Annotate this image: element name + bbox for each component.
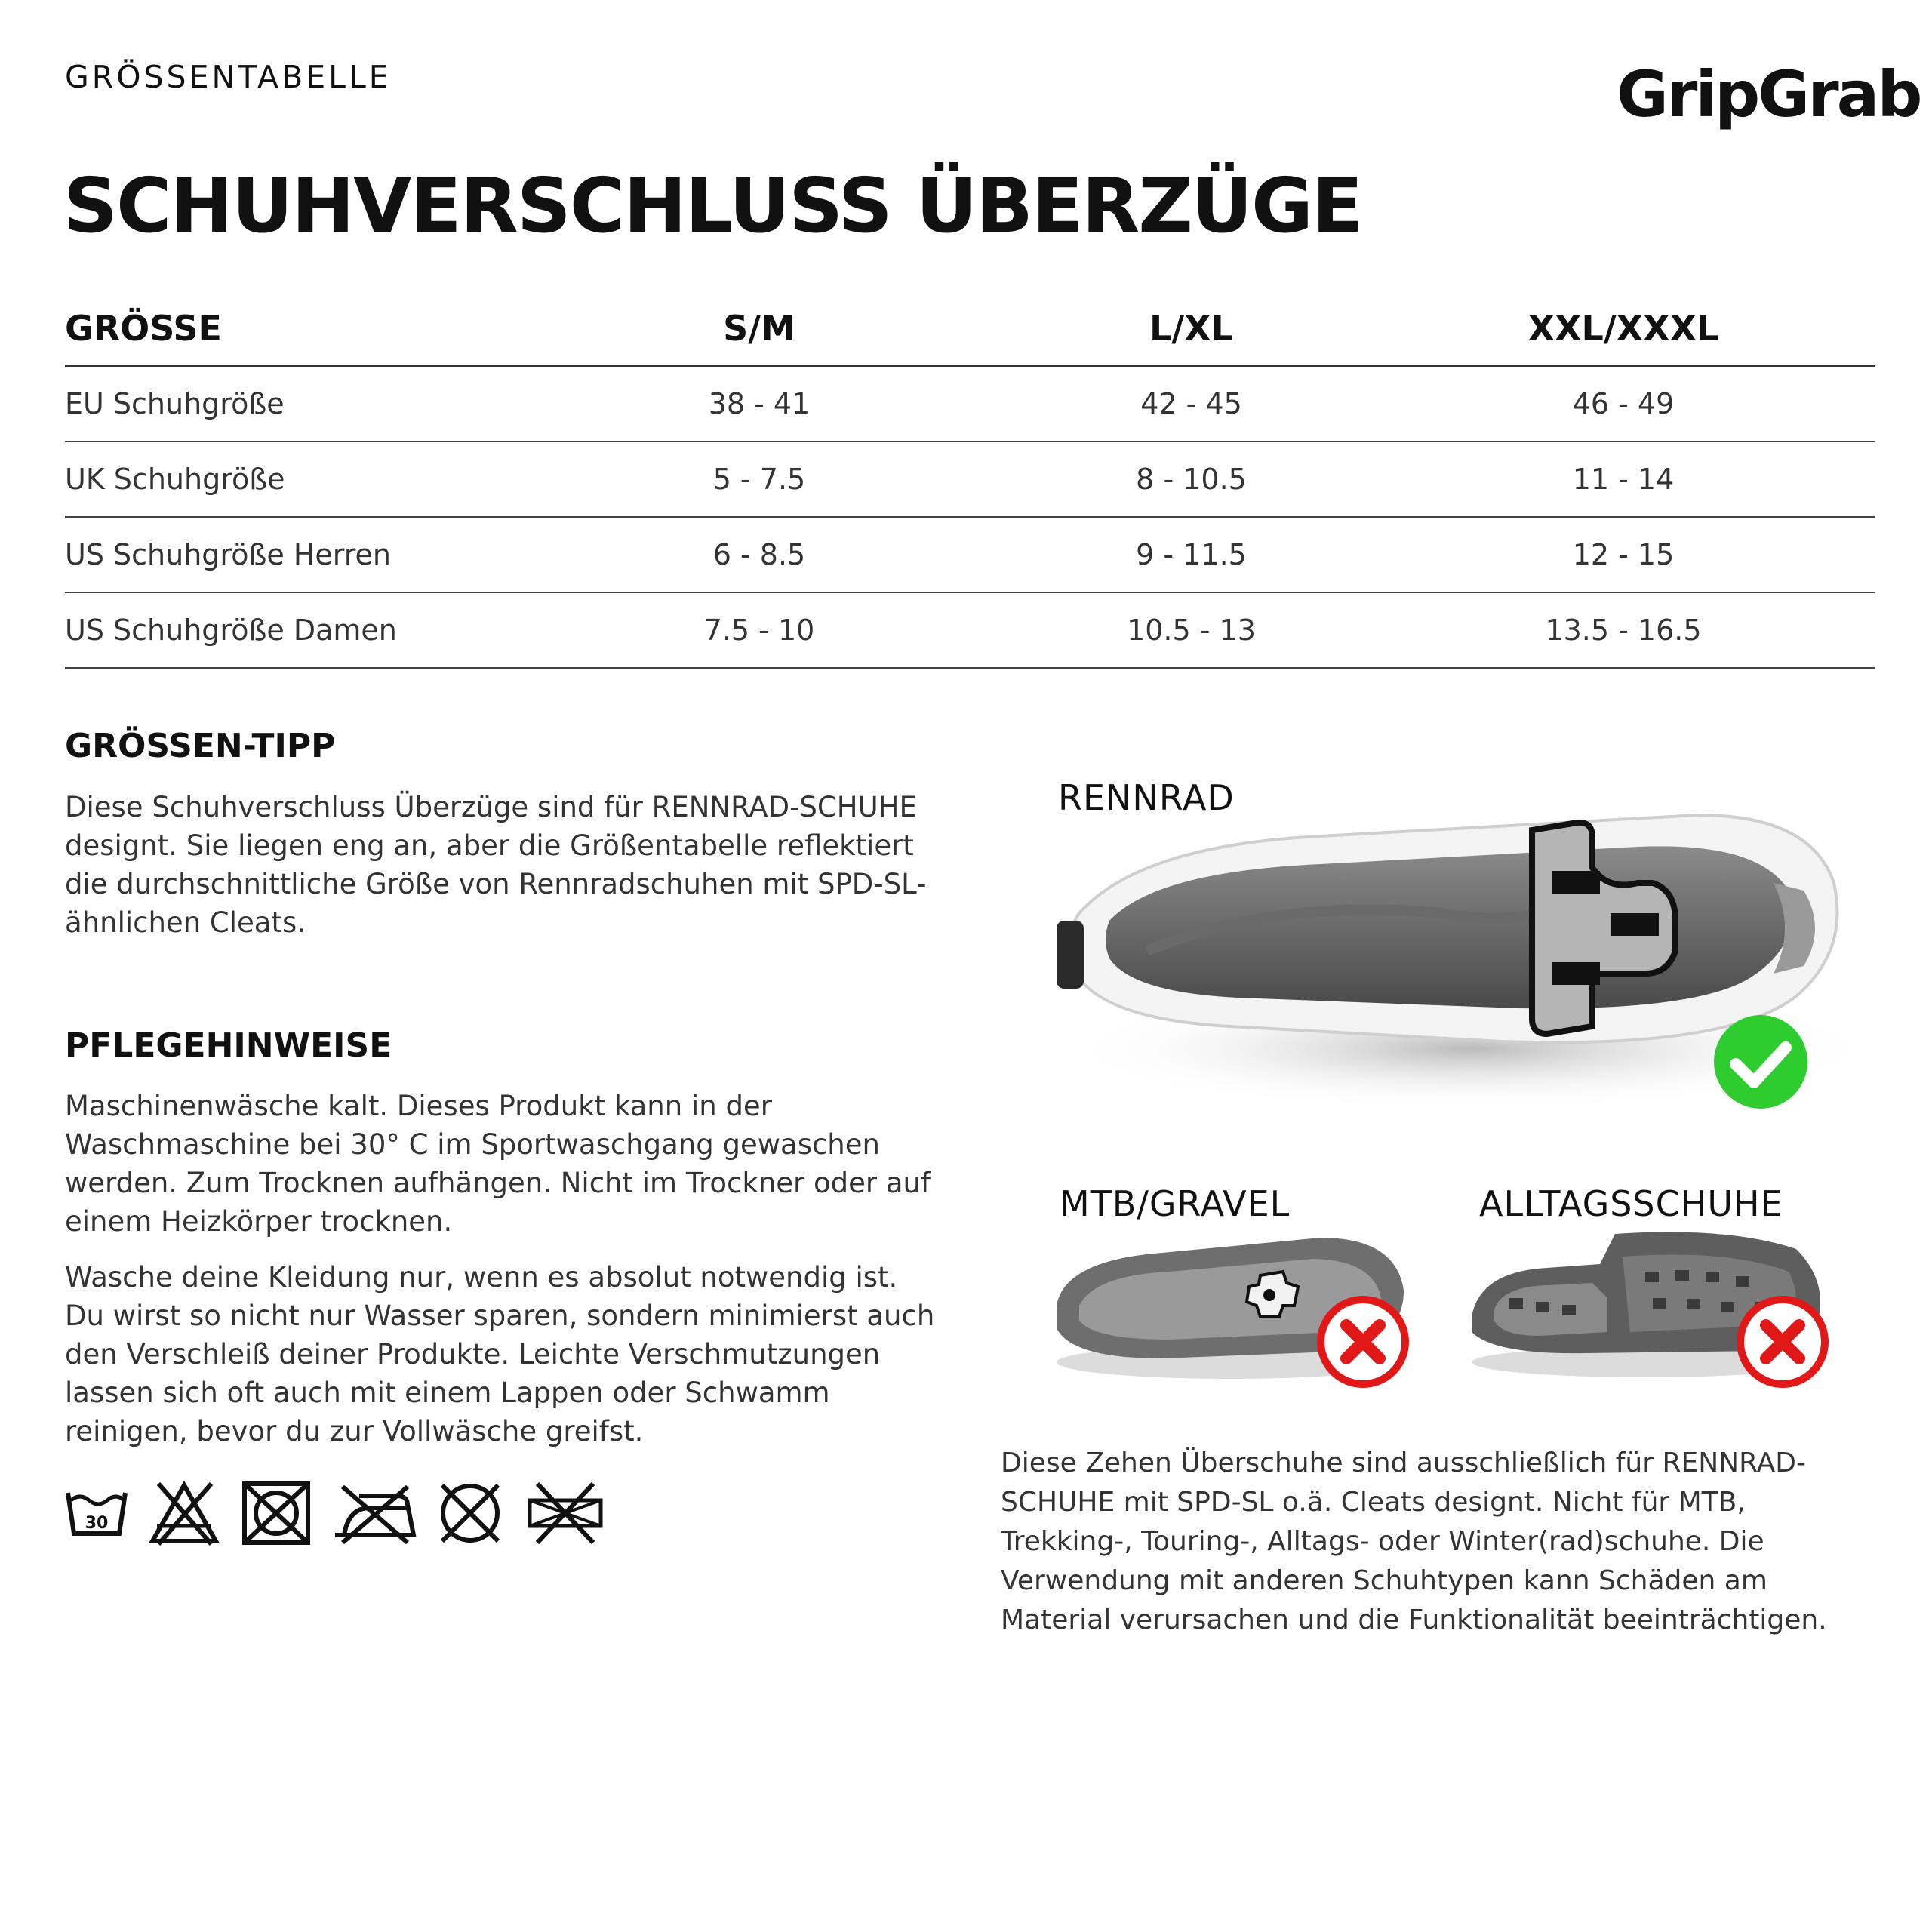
text-line: Du wirst so nicht nur Wasser sparen, sondern minimierst auch (65, 1300, 935, 1332)
text-line: SCHUHE mit SPD-SL o.ä. Cleats designt. Nicht für MTB, (1001, 1487, 1746, 1518)
size-tip-text (65, 788, 926, 942)
header-xxlxxxl: XXL/XXXL (1457, 291, 1789, 366)
text-line: Wasche deine Kleidung nur, wenn es absolut notwendig ist. (65, 1261, 898, 1294)
size-table-header-row (65, 291, 1875, 366)
table-cell: 11 - 14 (1457, 441, 1789, 517)
no-iron-icon (332, 1482, 417, 1544)
brand-logo: GripGrab (1617, 57, 1921, 131)
table-cell: 46 - 49 (1457, 366, 1789, 441)
text-line: Diese Schuhverschluss Überzüge sind für RENNRAD-SCHUHE (65, 791, 917, 823)
page-eyebrow: GRÖSSENTABELLE (65, 59, 392, 95)
text-line: Material verursachen und die Funktionalität beeinträchtigen. (1001, 1604, 1827, 1635)
text-line: Verwendung mit anderen Schuhtypen kann Schäden am (1001, 1565, 1767, 1596)
check-icon (1710, 1011, 1811, 1112)
text-line: Waschmaschine bei 30° C im Sportwaschgang gewaschen (65, 1128, 880, 1161)
text-line: designt. Sie liegen eng an, aber die Größentabelle reflektiert (65, 829, 914, 862)
text-line: lassen sich oft auch mit einem Lappen oder Schwamm (65, 1377, 830, 1409)
text-line: reinigen, bevor du zur Vollwäsche greifst. (65, 1415, 644, 1447)
page-title: SCHUHVERSCHLUSS ÜBERZÜGE (63, 162, 1362, 250)
size-table (65, 291, 1875, 669)
table-cell: 5 - 7.5 (593, 441, 925, 517)
table-spacer (1789, 592, 1875, 668)
table-cell: 6 - 8.5 (593, 517, 925, 592)
text-line: Diese Zehen Überschuhe sind ausschließlich für RENNRAD- (1001, 1447, 1806, 1478)
road-shoe-label: RENNRAD (1058, 777, 1235, 818)
text-line: die durchschnittliche Größe von Rennradschuhen mit SPD-SL- (65, 868, 927, 900)
row-label: US Schuhgröße Herren (65, 517, 593, 592)
row-label: EU Schuhgröße (65, 366, 593, 441)
wash-temp-label: 30 (85, 1514, 109, 1533)
no-dry-clean-icon (436, 1479, 504, 1547)
care-symbols (65, 1479, 607, 1547)
table-cell: 8 - 10.5 (925, 441, 1457, 517)
care-paragraph-2 (65, 1258, 934, 1451)
header-sm: S/M (593, 291, 925, 366)
text-line: Trekking-, Touring-, Alltags- oder Winter(rad)schuhe. Die (1001, 1526, 1764, 1557)
no-tumble-dry-icon (240, 1479, 312, 1547)
cross-icon (1736, 1295, 1829, 1389)
row-label: UK Schuhgröße (65, 441, 593, 517)
table-spacer (1789, 441, 1875, 517)
table-cell: 38 - 41 (593, 366, 925, 441)
size-tip-heading: GRÖSSEN-TIPP (65, 727, 336, 765)
mtb-shoe-label: MTB/GRAVEL (1060, 1183, 1291, 1224)
row-label: US Schuhgröße Damen (65, 592, 593, 668)
care-heading: PFLEGEHINWEISE (65, 1026, 392, 1065)
header-lxl: L/XL (925, 291, 1457, 366)
care-paragraph-1 (65, 1087, 931, 1241)
text-line: einem Heizkörper trocknen. (65, 1205, 453, 1238)
table-spacer (1789, 366, 1875, 441)
table-row (65, 517, 1875, 592)
wash-30-icon (65, 1487, 128, 1540)
cross-icon (1316, 1295, 1410, 1389)
no-bleach-icon (148, 1481, 220, 1546)
table-cell: 9 - 11.5 (925, 517, 1457, 592)
header-size: GRÖSSE (65, 291, 593, 366)
table-cell: 7.5 - 10 (593, 592, 925, 668)
table-row (65, 441, 1875, 517)
table-cell: 10.5 - 13 (925, 592, 1457, 668)
table-cell: 42 - 45 (925, 366, 1457, 441)
table-row (65, 592, 1875, 668)
table-row (65, 366, 1875, 441)
compatibility-note (1001, 1444, 1827, 1640)
table-cell: 13.5 - 16.5 (1457, 592, 1789, 668)
no-heat-dry-icon (524, 1481, 607, 1546)
text-line: ähnlichen Cleats. (65, 906, 306, 939)
header-spacer (1789, 291, 1875, 366)
text-line: werden. Zum Trocknen aufhängen. Nicht im Trockner oder auf (65, 1167, 931, 1199)
casual-shoe-label: ALLTAGSSCHUHE (1479, 1183, 1783, 1224)
table-spacer (1789, 517, 1875, 592)
text-line: Maschinenwäsche kalt. Dieses Produkt kann in der (65, 1090, 772, 1122)
table-cell: 12 - 15 (1457, 517, 1789, 592)
text-line: den Verschleiß deiner Produkte. Leichte Verschmutzungen (65, 1338, 881, 1371)
